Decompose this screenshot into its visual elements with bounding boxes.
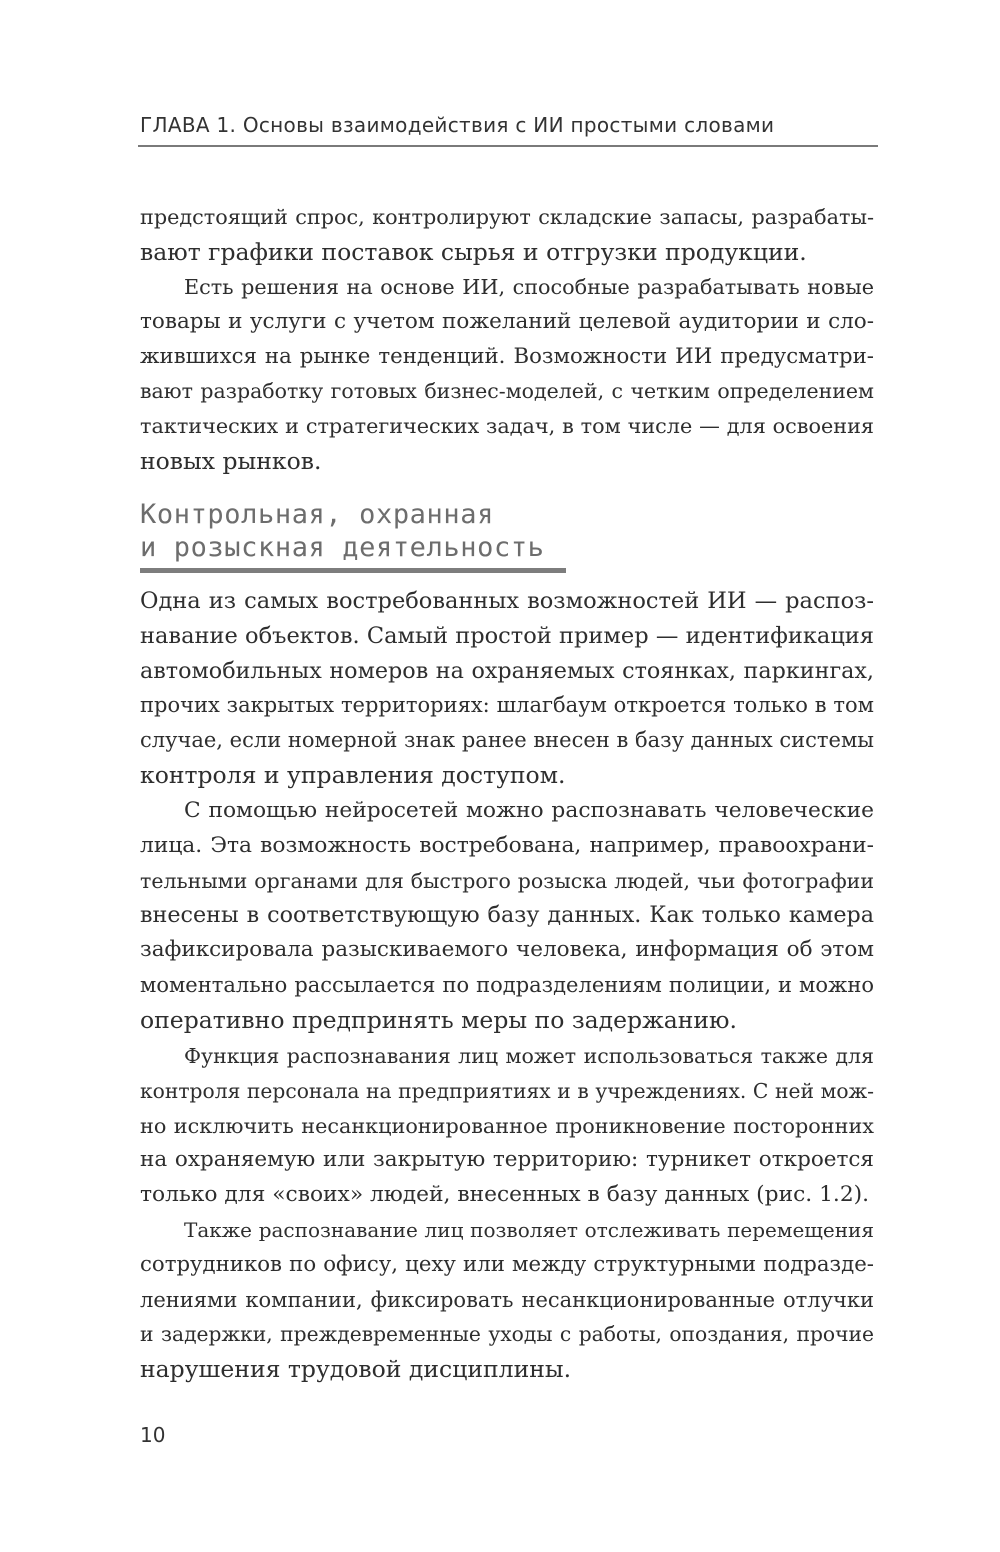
paragraph [140,584,874,793]
text-line: Функция распознавания лиц может использоваться также для [184,1044,874,1068]
section-heading [140,498,545,564]
section-heading-line: Контрольная, охранная [140,499,494,530]
text-line: только для «своих» людей, внесенных в базу данных (рис. 1.2). [140,1182,870,1208]
text-line: Есть решения на основе ИИ, способные разрабатывать новые [184,275,874,299]
text-line: вают графики поставок сырья и отгрузки продукции. [140,237,807,266]
section-heading-line: и розыскная деятельность [140,532,545,563]
text-line: зафиксировала разыскиваемого человека, информация об этом [140,937,874,963]
text-line: Также распознавание лиц позволяет отслеживать перемещения [184,1218,874,1242]
text-line: автомобильных номеров на охраняемых стоянках, паркингах, [140,657,874,684]
text-line: С помощью нейросетей можно распознавать человеческие [184,798,874,823]
running-head: ГЛАВА 1. Основы взаимодействия с ИИ простыми словами [140,113,775,137]
text-line: оперативно предпринять меры по задержанию. [140,1005,737,1034]
text-line: прочих закрытых территориях: шлагбаум откроется только в том [140,693,874,718]
text-line: жившихся на рынке тенденций. Возможности ИИ предусматри- [140,343,874,369]
paragraph [140,1213,874,1387]
text-line: тельными органами для быстрого розыска людей, чьи фотографии [140,868,874,893]
paragraph [140,1039,874,1213]
text-line: и задержки, преждевременные уходы с работы, опоздания, прочие [140,1322,874,1347]
text-line: сотрудников по офису, цеху или между структурными подразде- [140,1251,874,1277]
text-line: вают разработку готовых бизнес-моделей, с четким определением [140,379,874,404]
text-line: на охраняемую или закрытую территорию: турникет откроется [140,1147,874,1173]
paragraph [140,270,874,479]
text-line: Одна из самых востребованных возможностей ИИ — распоз- [140,588,874,614]
text-line: моментально рассылается по подразделениям полиции, и можно [140,972,874,997]
text-line: лица. Эта возможность востребована, например, правоохрани- [140,832,874,858]
page-number: 10 [140,1423,166,1447]
header-rule [138,145,878,147]
text-line: навание объектов. Самый простой пример — идентификация [140,622,874,649]
text-line: предстоящий спрос, контролируют складские запасы, разрабаты- [140,205,874,229]
paragraph [140,200,874,270]
paragraph [140,794,874,1038]
section-heading-underline [140,568,566,573]
text-line: внесены в соответствующую базу данных. Как только камера [140,902,874,929]
text-line: контроля персонала на предприятиях и в учреждениях. С ней мож- [140,1078,874,1103]
text-line: товары и услуги с учетом пожеланий целевой аудитории и сло- [140,308,874,334]
text-line: случае, если номерной знак ранее внесен в базу данных системы [140,728,874,753]
text-line: тактических и стратегических задач, в том числе — для освоения [140,414,874,439]
text-line: но исключить несанкционированное проникновение посторонних [140,1113,874,1138]
text-line: нарушения трудовой дисциплины. [140,1355,572,1384]
text-line: новых рынков. [140,446,322,475]
text-line: контроля и управления доступом. [140,760,566,789]
text-line: лениями компании, фиксировать несанкционированные отлучки [140,1287,874,1312]
